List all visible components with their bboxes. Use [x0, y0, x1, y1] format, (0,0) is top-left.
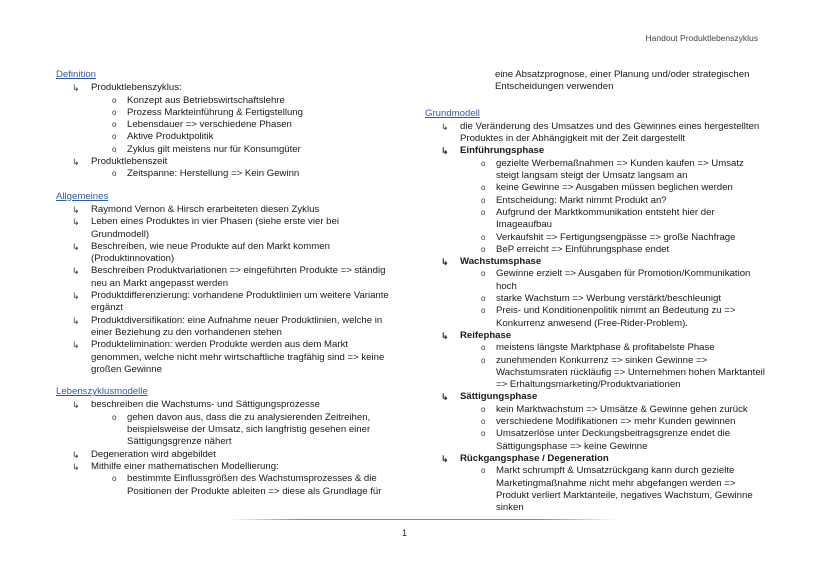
- circle-bullet-icon: o: [481, 466, 486, 476]
- circle-bullet-icon: o: [481, 207, 486, 217]
- arrow-bullet-icon: ↳: [72, 291, 80, 302]
- list-item: o Umsatzerlöse unter Deckungsbeitragsgrenze endet die Sättigungsphase => keine Gewinne: [481, 428, 731, 452]
- section-allgemeines: [56, 191, 396, 376]
- arrow-bullet-icon: ↳: [72, 217, 80, 228]
- arrow-bullet-icon: ↳: [72, 400, 80, 411]
- section-title-definition[interactable]: Definition: [56, 69, 96, 80]
- circle-bullet-icon: o: [112, 412, 117, 422]
- circle-bullet-icon: o: [481, 183, 486, 193]
- list-item: o Prozess Markteinführung & Fertigstellung: [112, 106, 303, 118]
- arrow-bullet-icon: ↳: [72, 449, 80, 460]
- arrow-bullet-icon: ↳: [441, 121, 449, 132]
- arrow-bullet-icon: ↳: [72, 340, 80, 351]
- circle-bullet-icon: o: [112, 144, 117, 154]
- phase-heading: ↳ Reifephase: [441, 329, 512, 341]
- arrow-bullet-icon: ↳: [72, 266, 80, 277]
- phase-heading: ↳ Rückgangsphase / Degeneration: [441, 452, 609, 464]
- list-item: o bestimmte Einflussgrößen des Wachstumsprozesses & die Positionen der Produkte ableiten => diese als Grundlage für: [112, 473, 382, 497]
- circle-bullet-icon: o: [112, 95, 117, 105]
- list-item: o gezielte Werbemaßnahmen => Kunden kaufen => Umsatz steigt langsam steigt der Umsatz langsam an: [481, 157, 744, 182]
- list-item: o Zyklus gilt meistens nur für Konsumgüter: [112, 143, 301, 155]
- list-item: ↳ Degeneration wird abgebildet: [72, 448, 216, 460]
- list-item: ↳ Leben eines Produktes in vier Phasen (siehe erste vier bei Grundmodell): [72, 216, 339, 240]
- list-item: o kein Marktwachstum => Umsätze & Gewinne gehen zurück: [481, 403, 748, 415]
- list-item: ↳ Produktdifferenzierung: vorhandene Produktlinien um weitere Variante ergänzt: [72, 290, 389, 314]
- phase-heading: ↳ Wachstumsphase: [441, 256, 542, 268]
- section-title-lebenszyklusmodelle[interactable]: Lebenszyklusmodelle: [56, 386, 148, 398]
- section-title-allgemeines[interactable]: Allgemeines: [56, 190, 109, 202]
- arrow-bullet-icon: ↳: [441, 453, 449, 464]
- list-item: ↳ die Veränderung des Umsatzes und des Gewinnes eines hergestellten Produktes in der Abhängigkeit mit der Zeit dargestellt: [441, 120, 760, 145]
- list-item: o Aufgrund der Marktkommunikation entsteht hier der Imageaufbau: [481, 206, 715, 231]
- list-item: o gehen davon aus, dass die zu analysierenden Zeitreihen, beispielsweise der Umsatz, sich langfristig gesehen einer Sättigungsgrenze nähert: [112, 411, 371, 448]
- list-item: ↳ Produktdiversifikation: eine Aufnahme neuer Produktlinien, welche in einer Beziehung zu den vorhandenen stehen: [72, 314, 383, 338]
- circle-bullet-icon: o: [481, 355, 486, 365]
- left-column: [56, 69, 396, 508]
- page-header: Handout Produktlebenszyklus: [645, 33, 758, 43]
- arrow-bullet-icon: ↳: [72, 241, 80, 252]
- section-definition: [56, 69, 396, 181]
- arrow-bullet-icon: ↳: [72, 83, 80, 94]
- arrow-bullet-icon: ↳: [441, 392, 449, 403]
- circle-bullet-icon: o: [481, 244, 486, 254]
- phase-heading: ↳ Sättigungsphase: [441, 391, 538, 403]
- circle-bullet-icon: o: [481, 429, 486, 439]
- footer-divider: [227, 519, 617, 520]
- list-item: ↳ Mithilfe einer mathematischen Modellierung:: [72, 460, 279, 472]
- list-item: o Konzept aus Betriebswirtschaftslehre: [112, 94, 285, 106]
- list-item: ↳ Produktlebenszyklus:: [72, 82, 182, 94]
- circle-bullet-icon: o: [481, 343, 486, 353]
- page-number: 1: [402, 528, 408, 538]
- list-item: o verschiedene Modifikationen => mehr Kunden gewinnen: [481, 416, 736, 428]
- circle-bullet-icon: o: [481, 417, 486, 427]
- circle-bullet-icon: o: [481, 269, 486, 279]
- list-item: o starke Wachstum => Werbung verstärkt/beschleunigt: [481, 293, 722, 305]
- continued-text: eine Absatzprognose, einer Planung und/oder strategischen Entscheidungen verwenden: [495, 69, 750, 93]
- circle-bullet-icon: o: [112, 107, 117, 117]
- list-item: o Markt schrumpft & Umsatzrückgang kann durch gezielte Marketingmaßnahme nicht mehr abgefangen werden => Produkt verliert Marktanteile, negatives Wachstum, Gewinne sinken: [481, 465, 753, 514]
- list-item: o Zeitspanne: Herstellung => Kein Gewinn: [112, 168, 300, 180]
- arrow-bullet-icon: ↳: [72, 461, 80, 472]
- list-item: ↳ Beschreiben Produktvariationen => eingeführten Produkte => ständig neu an Markt angepasst werden: [72, 265, 386, 289]
- list-item: ↳ Beschreiben, wie neue Produkte auf den Markt kommen (Produktinnovation): [72, 240, 330, 265]
- section-title-grundmodell[interactable]: Grundmodell: [425, 107, 480, 119]
- list-item: o Verkaufshit => Fertigungsengpässe => große Nachfrage: [481, 231, 736, 243]
- list-item: o keine Gewinne => Ausgaben müssen beglichen werden: [481, 182, 733, 194]
- arrow-bullet-icon: ↳: [441, 330, 449, 341]
- circle-bullet-icon: o: [481, 306, 486, 316]
- list-item: o Lebensdauer => verschiedene Phasen: [112, 119, 292, 131]
- list-item: ↳ Raymond Vernon & Hirsch erarbeiteten diesen Zyklus: [72, 203, 320, 215]
- list-item: o Aktive Produktpolitik: [112, 131, 214, 143]
- arrow-bullet-icon: ↳: [441, 146, 449, 157]
- phase-heading: ↳ Einführungsphase: [441, 145, 545, 157]
- section-grundmodell: [425, 108, 765, 515]
- right-column: [425, 69, 765, 524]
- list-item: o zunehmenden Konkurrenz => sinken Gewinne => Wachstumsraten rückläufig => Unternehmen hohen Marktanteil => Erhaltungsmarketing/Produktvariationen: [481, 354, 765, 391]
- arrow-bullet-icon: ↳: [72, 204, 80, 215]
- circle-bullet-icon: o: [481, 195, 486, 205]
- circle-bullet-icon: o: [112, 120, 117, 130]
- circle-bullet-icon: o: [481, 232, 486, 242]
- circle-bullet-icon: o: [112, 474, 117, 484]
- circle-bullet-icon: o: [112, 132, 117, 142]
- list-item: o Preis- und Konditionenpolitik nimmt an Bedeutung zu => Konkurrenz anwesend (Free-Rider-Problem).: [481, 305, 736, 329]
- arrow-bullet-icon: ↳: [72, 157, 80, 168]
- list-item: o BeP erreicht => Einführungsphase endet: [481, 243, 670, 255]
- list-item: o meistens längste Marktphase & profitabelste Phase: [481, 342, 715, 354]
- circle-bullet-icon: o: [481, 294, 486, 304]
- list-item: ↳ Produktlebenszeit: [72, 156, 168, 168]
- arrow-bullet-icon: ↳: [72, 315, 80, 326]
- list-item: o Gewinne erzielt => Ausgaben für Promotion/Kommunikation hoch: [481, 268, 751, 292]
- arrow-bullet-icon: ↳: [441, 257, 449, 268]
- list-item: o Entscheidung: Markt nimmt Produkt an?: [481, 194, 667, 206]
- circle-bullet-icon: o: [481, 404, 486, 414]
- section-lebenszyklusmodelle: [56, 386, 396, 498]
- circle-bullet-icon: o: [481, 158, 486, 168]
- circle-bullet-icon: o: [112, 169, 117, 179]
- list-item: ↳ Produktelimination: werden Produkte werden aus dem Markt genommen, welche nicht mehr wirtschaftliche tragfähig sind => keine großen Gewinne: [72, 339, 385, 375]
- list-item: ↳ beschreiben die Wachstums- und Sättigungsprozesse: [72, 399, 320, 411]
